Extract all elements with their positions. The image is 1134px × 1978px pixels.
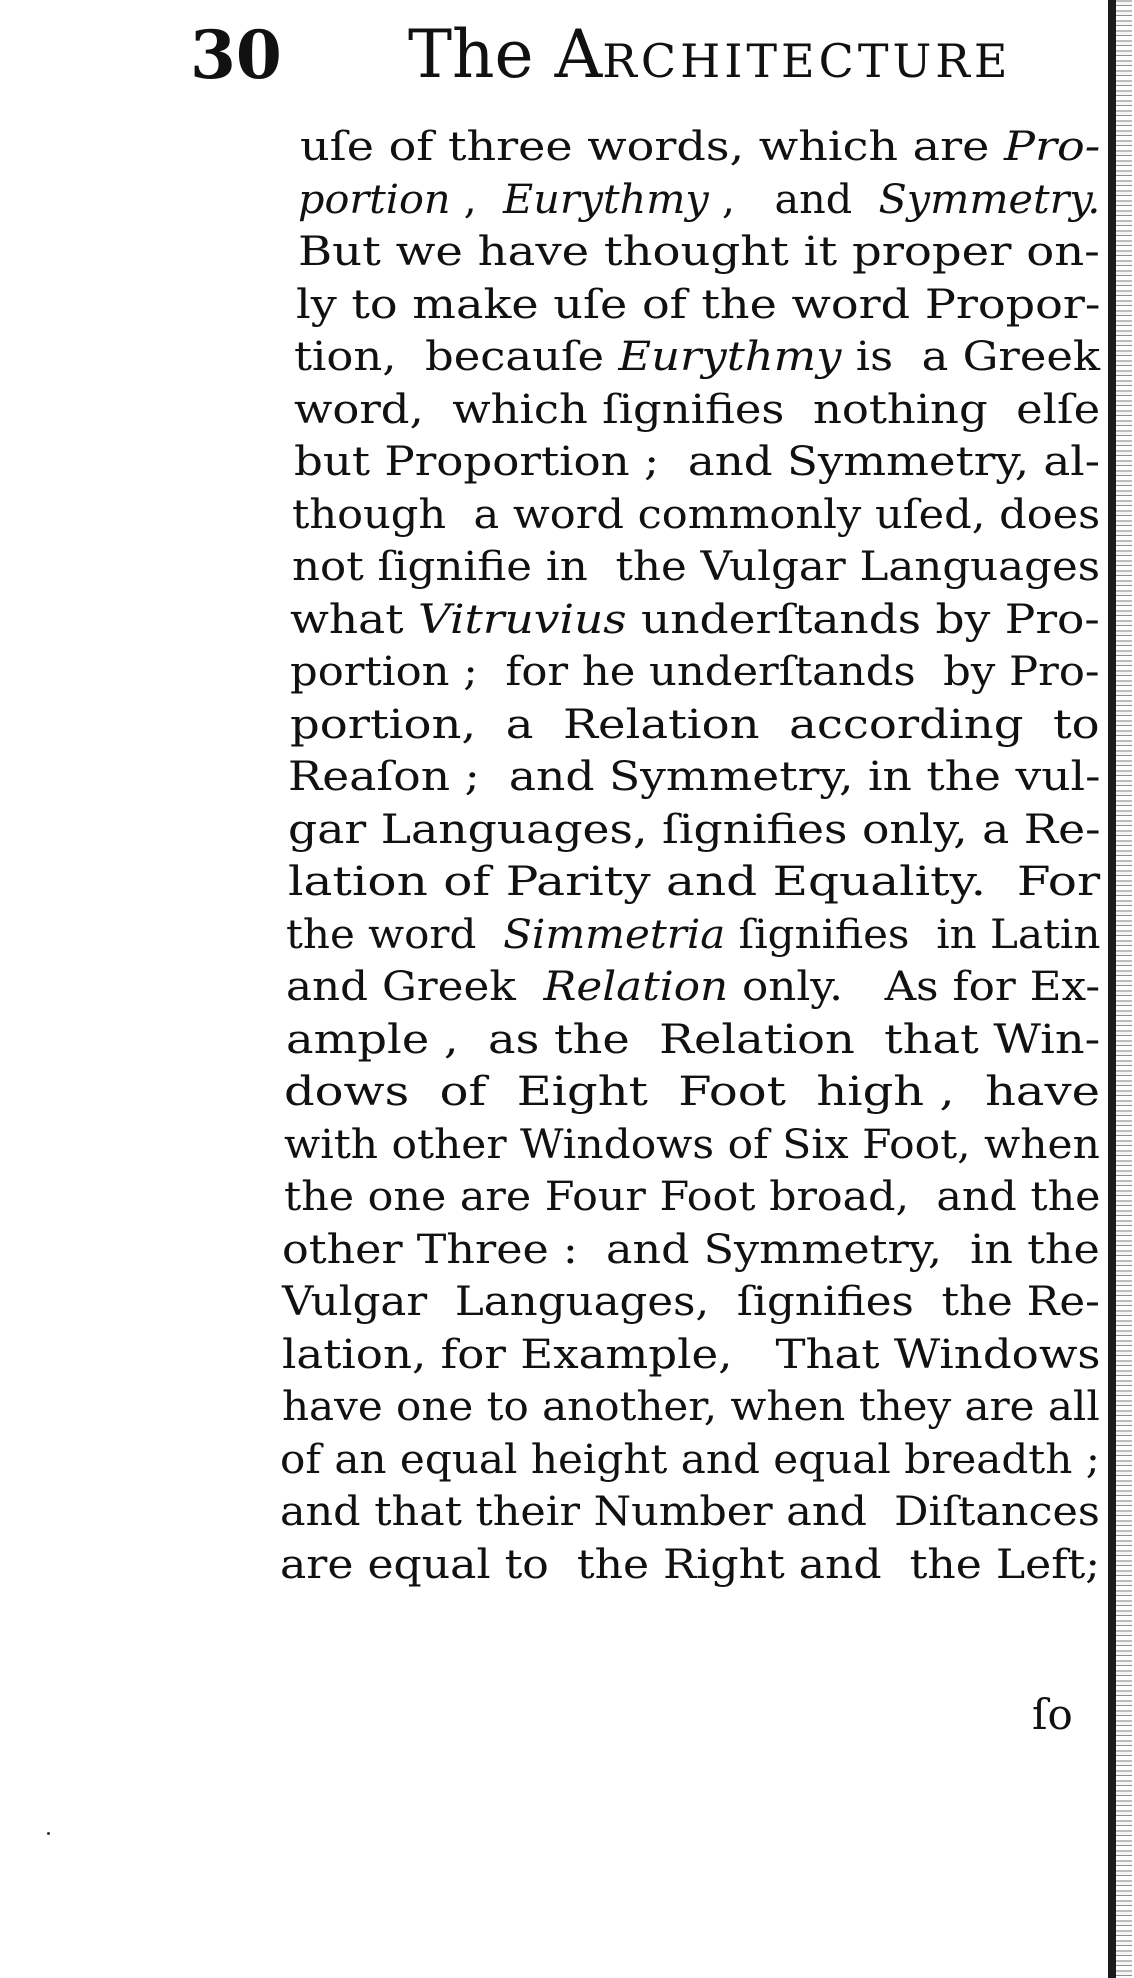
italic-text: Pro- (1004, 124, 1101, 170)
text-run: have one to another, when they are all (282, 1384, 1100, 1430)
text-run: what (290, 596, 418, 643)
text-line (294, 332, 1100, 382)
text-line (280, 1487, 1100, 1537)
catchword: ſo (1032, 1690, 1073, 1739)
italic-text: Symmetry. (878, 176, 1101, 223)
text-line (280, 1435, 1100, 1485)
text-line (296, 280, 1100, 330)
text-line (294, 385, 1100, 435)
text-run: is a Greek (841, 334, 1101, 380)
text-run: and Greek (286, 964, 544, 1010)
text-line (282, 1277, 1100, 1327)
text-run: the word (286, 911, 504, 958)
text-run: tion, becauſe (294, 334, 619, 380)
italic-text: Eurythmy (618, 334, 842, 380)
text-line (290, 595, 1100, 645)
text-line (288, 752, 1100, 802)
text-run: , and (708, 176, 879, 223)
text-line (286, 1015, 1100, 1065)
italic-text: Simmetria (503, 911, 726, 958)
text-line (284, 1067, 1100, 1117)
text-line (300, 122, 1100, 172)
text-run: Vulgar Languages, ſignifies the Re- (282, 1279, 1100, 1325)
text-run: gar Languages, ſignifies only, a Re- (288, 806, 1101, 853)
text-line (282, 1382, 1100, 1432)
text-run: only. As for Ex- (728, 964, 1101, 1010)
text-line (298, 175, 1100, 225)
text-run: ample , as the Relation that Win- (286, 1016, 1101, 1063)
text-line (282, 1225, 1100, 1275)
italic-text: Eurythmy (503, 176, 709, 223)
italic-text: portion (298, 176, 451, 223)
ink-speck (47, 1832, 50, 1835)
text-run: and that their Number and Diſtances (280, 1489, 1100, 1535)
text-run: uſe of three words, which are (300, 124, 1005, 170)
text-run: portion ; for he underſtands by Pro- (290, 649, 1100, 695)
running-head-the: The (408, 16, 555, 93)
text-line (294, 437, 1100, 487)
text-run: with other Windows of Six Foot, when (284, 1121, 1100, 1168)
text-run: ſignifies in Latin (725, 911, 1101, 958)
italic-text: Vitruvius (417, 596, 627, 643)
text-line (288, 857, 1100, 907)
text-line (282, 1330, 1101, 1380)
text-run: the one are Four Foot broad, and the (284, 1174, 1101, 1220)
text-run: though a word commonly uſed, does (292, 491, 1101, 538)
text-line (280, 1540, 1100, 1590)
text-line (286, 910, 1100, 960)
text-run: lation of Parity and Equality. For (288, 859, 1101, 905)
running-head-rest: RCHITECTURE (602, 34, 1012, 88)
text-line (288, 805, 1101, 855)
text-run: of an equal height and equal breadth ; (280, 1436, 1100, 1483)
text-run: But we have thought it proper on- (298, 229, 1100, 275)
running-head-initial: A (554, 16, 603, 93)
text-line (284, 1172, 1100, 1222)
text-line (284, 1120, 1100, 1170)
text-run: Reaſon ; and Symmetry, in the vul- (288, 754, 1101, 800)
text-line (290, 647, 1100, 697)
page-number: 30 (190, 16, 282, 94)
text-run: portion, a Relation according to (290, 701, 1100, 748)
text-run: other Three : and Symmetry, in the (282, 1226, 1100, 1273)
text-run: underſtands by Pro- (626, 596, 1100, 643)
text-run: dows of Eight Foot high , have (284, 1069, 1100, 1115)
text-line (298, 227, 1100, 277)
text-line (290, 700, 1100, 750)
text-run: , (450, 176, 504, 223)
text-run: are equal to the Right and the Left; (280, 1541, 1101, 1588)
text-line (286, 962, 1100, 1012)
text-line (292, 490, 1100, 540)
italic-text: Relation (543, 964, 729, 1010)
text-run: not ſignifie in the Vulgar Languages (292, 544, 1101, 590)
text-run: word, which ſignifies nothing elſe (294, 386, 1101, 433)
text-run: lation, for Example, That Windows (282, 1331, 1101, 1378)
text-line (292, 542, 1100, 592)
text-run: but Proportion ; and Symmetry, al- (294, 439, 1100, 485)
text-run: ly to make uſe of the word Propor- (296, 281, 1101, 328)
